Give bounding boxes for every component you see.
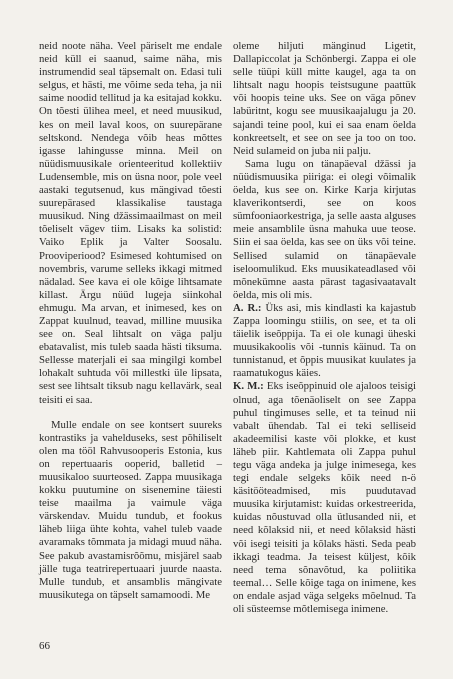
paragraph: Sama lugu on tänapäeval džässi ja nüüdismuusika piiriga: ei olegi võimalik öelda, kus see on. Kirke Karja kirjutas klaverikontserdi, see on koos sümfooniaorkestriga, ja selle aasta alguses meie ansamblile üsna mahuka uue teose. Siin ei saa öelda, kas see on üks või teine. Sellised sulamid on tänapäevale iseloomulikud. Eks muusikateadlased või mõnekümne aasta pärast tagasivaatavalt öelda, mis oli mis. (233, 157, 416, 301)
paragraph (233, 302, 416, 381)
right-text-column (233, 40, 416, 616)
left-text-column (39, 40, 222, 602)
paragraph: Mulle endale on see kontsert suureks kontrastiks ja vahelduseks, sest põhiliselt olen ma tööl Rahvusooperis Estonia, kus on repertuaaris ooperid, balletid – muusikaloo suurteosed. Zappa muusikaga kokku puutumine on sisenemine täiesti teise maailma ja vaimule väga värskendav. Muidu tundub, et fookus läheb liiga ühte kohta, vahel tuleb vaade avaramaks tõmmata ja midagi muud näha. See pakub avastamisrõõmu, misjärel saab jälle tuga teatrirepertuaari juurde naasta. Mulle tundub, et ansamblis mängivate muusikutega on täpselt samamoodi. Me (39, 418, 222, 601)
paragraph: neid noote näha. Veel päriselt me endale neid küll ei saanud, saime näha, mis instrumendid seal täpsemalt on. Edasi tuli selgus, et hästi, me võime seda teha, ja nii saime noodid tellitud ja ka esitajad kokku. On tõesti ülihea meel, et need muusikud, kes on meil laval koos, on suurepärane seltskond. Nendega võib heas mõttes igasse lahingusse minna. Meil on nüüdismuusikale orienteeritud kollektiiv Ludensemble, mis on üsna noor, pole veel aastaki tegutsenud, kus mängivad tõesti suurepärased klassikalise taustaga muusikud. Ning džässimaailmast on meil tõeliselt vägev tiim. Lisaks ka solistid: Vaiko Eplik ja Valter Soosalu. Prooviperiood? Esimesed kohtumised on novembris, varume selleks ikkagi mitmed nädalad. See kava ei ole kõige lihtsamate killast. Ärgu nüüd lugeja siinkohal ehmugu. Ma arvan, et inimesed, kes on Zappat kuulnud, teavad, milline muusika see on. Seal lihtsalt on väga palju ebatavalist, mis tuleb saada hästi tiksuma. Sellesse materjali ei saa mingilgi kombel lohakalt suhtuda või millestki üle lipsata, sest see lihtsalt tiksub nagu kellavärk, seal teisiti ei saa. (39, 40, 222, 406)
paragraph (233, 380, 416, 616)
paragraph: oleme hiljuti mänginud Ligetit, Dallapiccolat ja Schönbergi. Zappa ei ole selle tüüpi küll mitte kaugel, aga ta on lihtsalt nagu hoopis teistsugune paattük või hoopis teine uks. See on väga põnev labüritnt, kogu see muusikaajalugu ja 20. sajandi teine pool, kui ei saa enam öelda konkreetselt, et see on see ja too on too. Neid sulameid on juba nii palju. (233, 40, 416, 157)
page-number: 66 (39, 640, 50, 652)
paragraph-text: Eks iseõppinuid ole ajaloos teisigi olnud, aga tõenäoliselt on see Zappa puhul tingimuses selle, et ta teinud nii vabalt ühendab. Tal ei teki selliseid akadeemilisi kaste või plokke, et kust läheb piir. Kahtlemata oli Zappa puhul tegu väga andeka ja julge inimesega, kes tegi endale selgeks kõik need n-ö käsitööteadmised, mis puudutavad muusika kirjutamist: kuidas orkestreerida, kuidas nõustuvad olla ütlusanded nii, et need kõlaksid nii, et need kõlaksid hästi või isegi teisiti ja kõlaks hästi. Seda peab ikkagi teadma. Ja teisest küljest, kõik need tema sõnavõtud, ka poliitika teemal… Selle kõige taga on inimene, kes on endale asjad väga selgeks mõelnud. Ta oli süsteemse mõtlemisega inimene. (233, 380, 416, 616)
speaker-label: A. R.: (233, 301, 262, 314)
speaker-label: K. M.: (233, 380, 264, 393)
paragraph-text: Üks asi, mis kindlasti ka kajastub Zappa loomingu stiilis, on see, et ta oli täielik iseõppija. Ta ei ole kunagi üheski muusikakoolis või -tunnis käinud. Ta on tunnistanud, et õppis muusikat kuulates ja raamatukogus käies. (233, 301, 417, 380)
